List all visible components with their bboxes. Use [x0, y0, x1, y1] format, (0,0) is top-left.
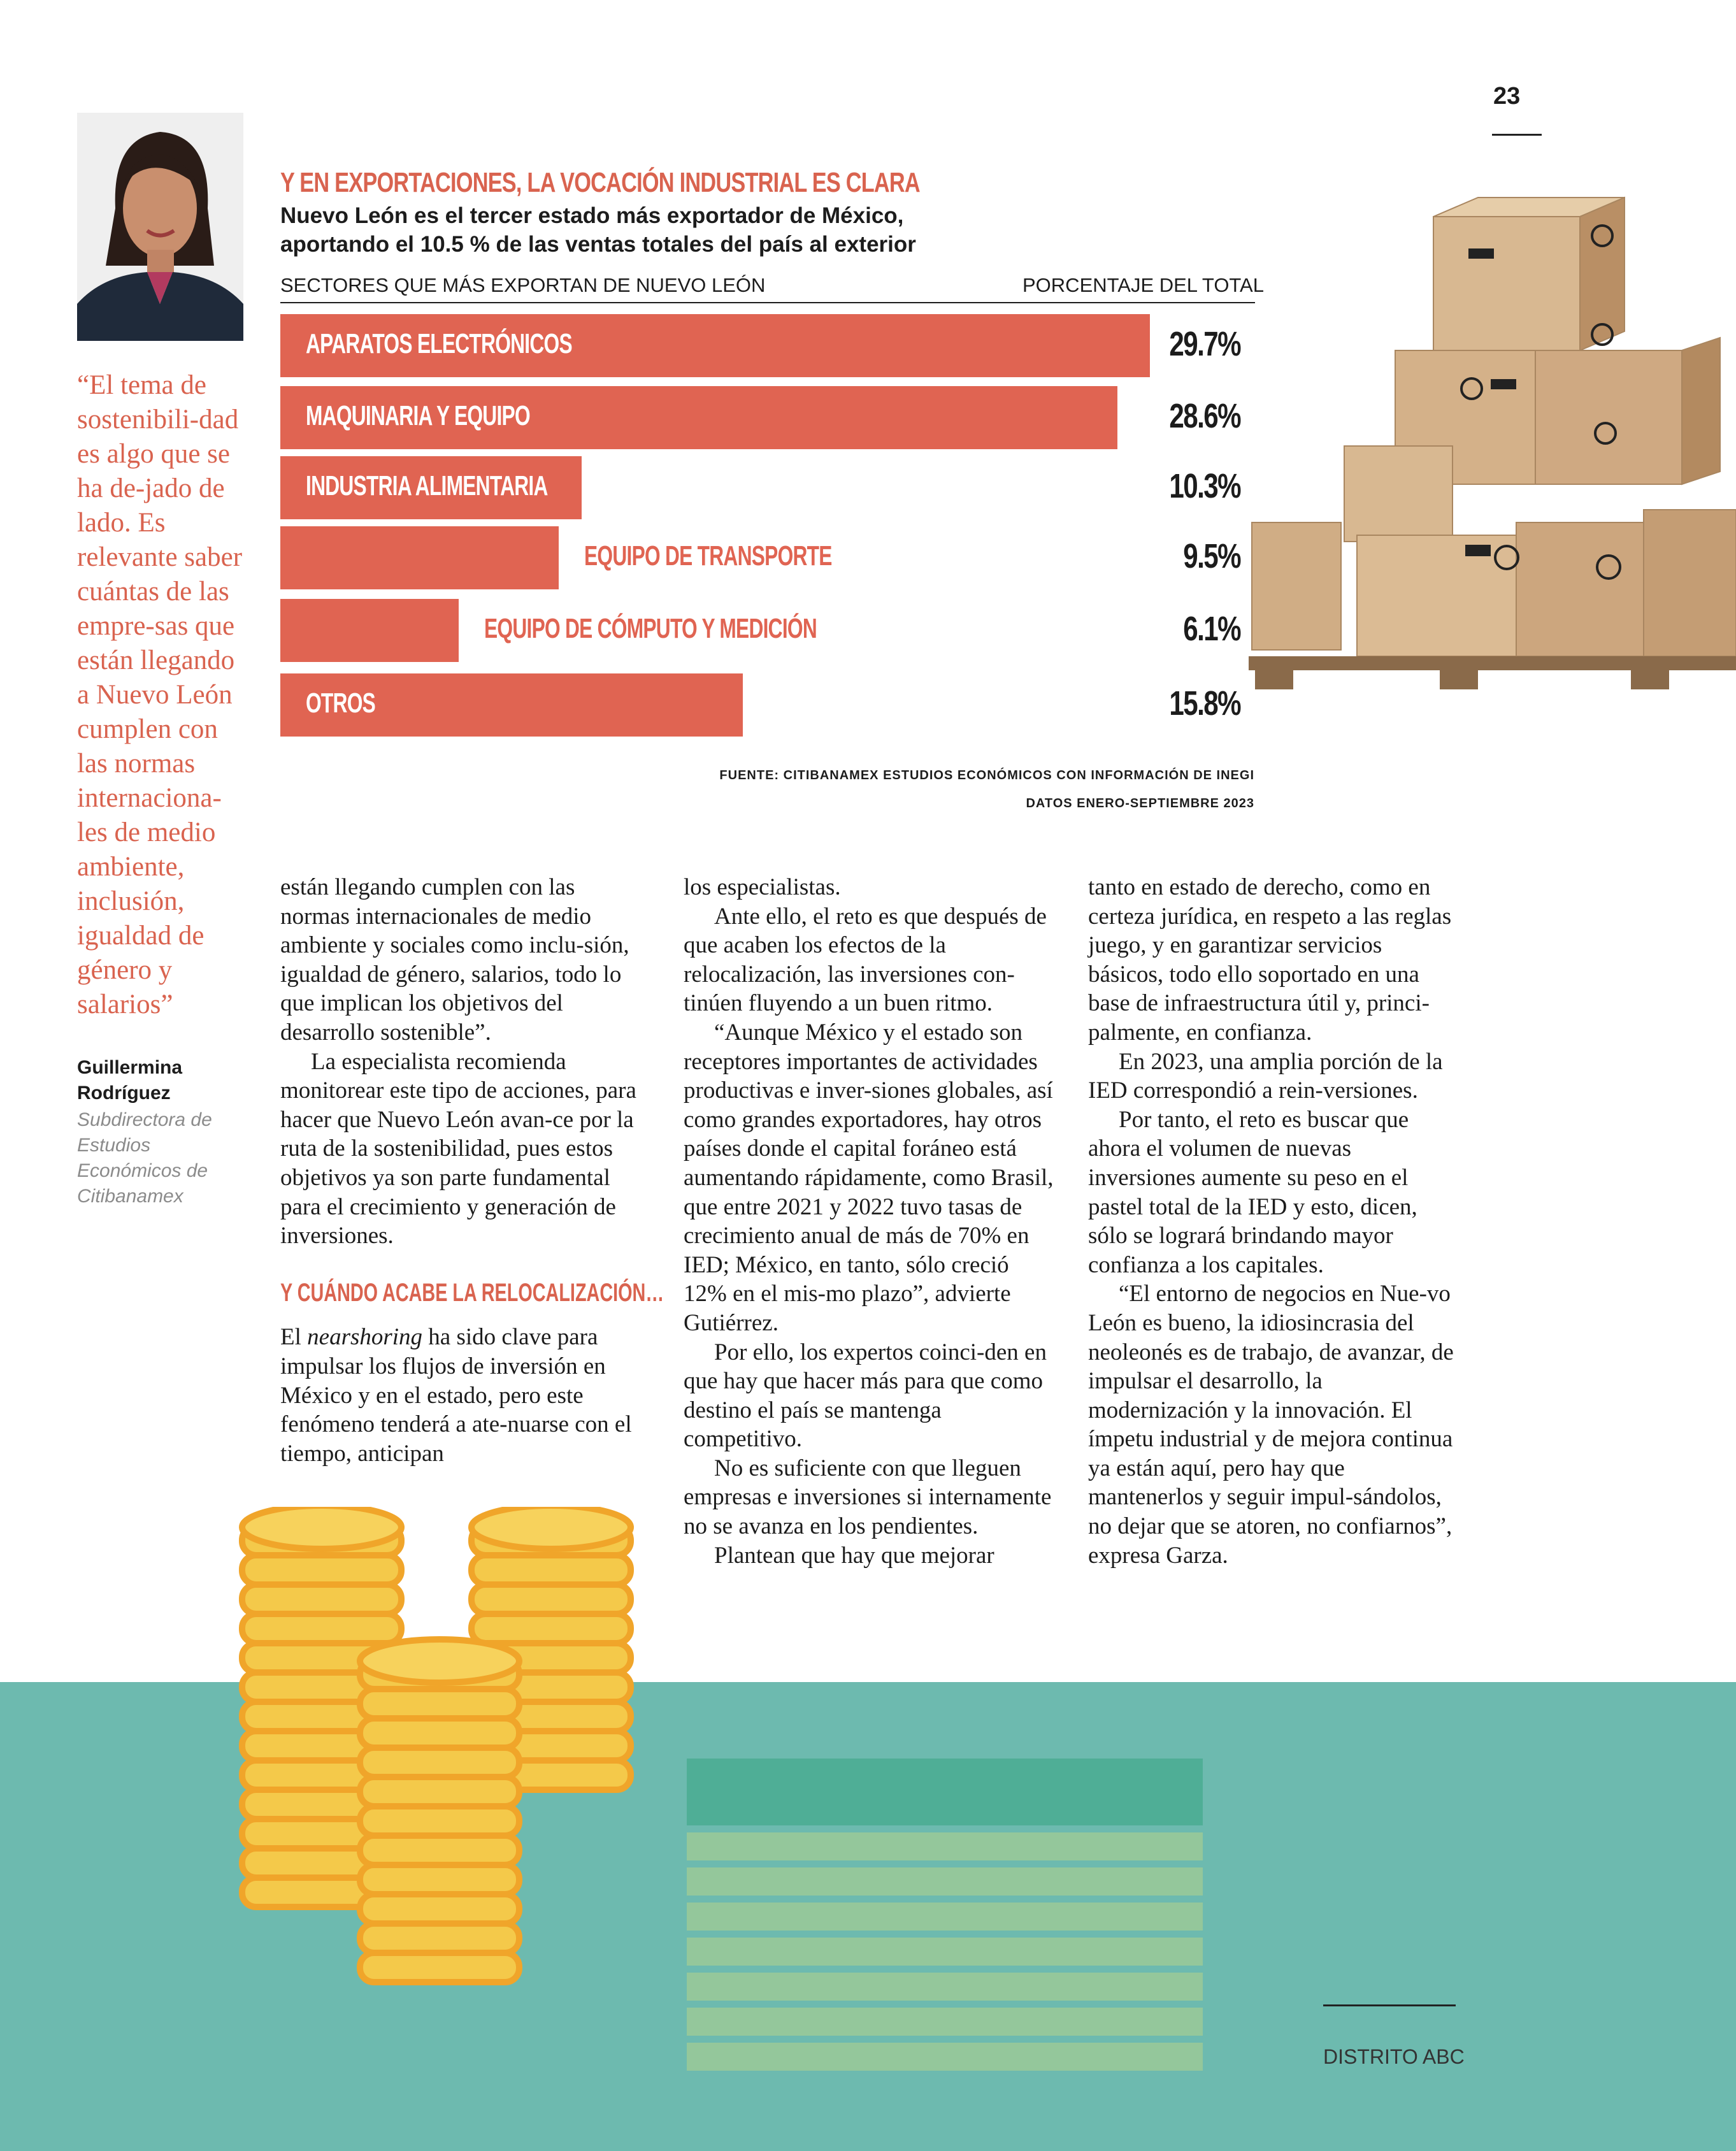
- bar-value-1: 28.6%: [1169, 397, 1240, 435]
- bar-label-4: EQUIPO DE CÓMPUTO Y MEDICIÓN: [484, 613, 817, 644]
- bar-label-2: INDUSTRIA ALIMENTARIA: [306, 470, 548, 501]
- chart-period: DATOS ENERO-SEPTIEMBRE 2023: [1026, 796, 1254, 810]
- front-stack-coin: [360, 1718, 519, 1748]
- front-stack-coin: [360, 1953, 519, 1982]
- table-graphic: [687, 1759, 1203, 2090]
- footer-rule: [1323, 2004, 1456, 2006]
- left-stack-top-coin: [242, 1507, 401, 1549]
- bar-value-2: 10.3%: [1169, 467, 1240, 505]
- left-stack-coin: [242, 1614, 401, 1643]
- cardboard-boxes-illustration: [1249, 191, 1736, 701]
- coin-stacks-illustration: [233, 1507, 653, 1991]
- col3-paragraph-4: “El entorno de negocios en Nue-vo León es bueno, la idiosincrasia del neoleonés es de trabajo, de avanzar, de impulsar el desarrollo, la modernización y la innovación. El ímpetu industrial y de mejora continua ya están aquí, pero hay que mantenerlos y seguir impul-sándolos, no dejar que se atoren, no confiarnos”, expresa Garza.: [1088, 1281, 1454, 1569]
- chart-subtitle: Nuevo León es el tercer estado más exportador de México, aportando el 10.5 % de las ventas totales del país al exterior: [280, 203, 916, 257]
- right-stack-top-coin: [471, 1507, 631, 1549]
- front-stack-coin: [360, 1806, 519, 1836]
- col2-paragraph-3: “Aunque México y el estado son receptores importantes de actividades productivas e inver-siones globales, así como grandes exportadores, hay otros países donde el capital foráneo está aumentando rápidamente, como Brasil, que entre 2021 y 2022 tuvo tasas de crecimiento anual de más de 70% en IED; México, en tanto, sólo creció 12% en el mis-mo plazo”, advierte Gutiérrez.: [684, 1019, 1054, 1336]
- bar-4: [280, 599, 459, 662]
- quote-author-name: Guillermina Rodríguez: [77, 1057, 183, 1104]
- col2-paragraph-1: los especialistas.: [684, 874, 841, 900]
- chart-x-header: SECTORES QUE MÁS EXPORTAN DE NUEVO LEÓN: [280, 274, 766, 296]
- bar-label-0: APARATOS ELECTRÓNICOS: [306, 328, 572, 359]
- col2-paragraph-6: Plantean que hay que mejorar: [714, 1542, 994, 1569]
- col1-p3-rest: ha sido clave para impulsar los flujos de inversión en México y en el estado, pero este fenómeno tenderá a ate-nuarse con el tiempo, anticipan: [280, 1324, 632, 1467]
- article-column-2: [684, 873, 1056, 1570]
- front-stack-coin: [360, 1836, 519, 1865]
- article-subheading: Y CUÁNDO ACABE LA RELOCALIZACIÓN…: [280, 1278, 664, 1307]
- page-number: 23: [1493, 83, 1521, 110]
- bar-value-0: 29.7%: [1169, 325, 1240, 363]
- front-stack-coin: [360, 1924, 519, 1953]
- front-stack-coin: [360, 1748, 519, 1777]
- article-column-3: [1088, 873, 1461, 1570]
- front-stack-coin: [360, 1689, 519, 1718]
- col1-paragraph-2: La especialista recomienda monitorear este tipo de acciones, para hacer que Nuevo León avan-ce por la ruta de la sostenibilidad, pues estos objetivos ya son parte fundamental para el crecimiento y generación de inversiones.: [280, 1048, 636, 1249]
- right-stack-coin: [471, 1614, 631, 1643]
- article-column-1: [280, 873, 664, 1468]
- col2-paragraph-4: Por ello, los expertos coinci-den en que hay que hacer más para que como destino el país se mantenga competitivo.: [684, 1339, 1047, 1453]
- front-stack-coin: [360, 1865, 519, 1894]
- pull-quote: “El tema de sostenibili-dad es algo que se ha de-jado de lado. Es relevante saber cuántas de las empre-sas que están llegando a Nuevo León cumplen con las normas internaciona-les de medio ambiente, inclusión, igualdad de género y salarios”: [77, 370, 243, 1019]
- chart-source: FUENTE: CITIBANAMEX ESTUDIOS ECONÓMICOS CON INFORMACIÓN DE INEGI: [719, 768, 1254, 782]
- chart-value-header: PORCENTAJE DEL TOTAL: [1022, 274, 1264, 296]
- left-stack-coin: [242, 1585, 401, 1614]
- bar-label-3: EQUIPO DE TRANSPORTE: [584, 540, 832, 572]
- publication-name: DISTRITO ABC: [1323, 2045, 1465, 2068]
- col1-paragraph-3: [280, 1323, 647, 1468]
- front-stack-coin: [360, 1777, 519, 1806]
- chart-title: Y EN EXPORTACIONES, LA VOCACIÓN INDUSTRIAL ES CLARA: [280, 167, 920, 198]
- col2-paragraph-5: No es suficiente con que lleguen empresas e inversiones si internamente no se avanza en los pendientes.: [684, 1455, 1052, 1540]
- col1-paragraph-1: están llegando cumplen con las normas internacionales de medio ambiente y sociales como inclu-sión, igualdad de género, salarios, todo lo que implican los objetivos del desarrollo sostenible”.: [280, 874, 629, 1046]
- quote-author-role: Subdirectora de Estudios Económicos de Citibanamex: [77, 1109, 212, 1207]
- bar-label-1: MAQUINARIA Y EQUIPO: [306, 400, 530, 431]
- col3-paragraph-1: tanto en estado de derecho, como en certeza jurídica, en respeto a las reglas juego, y en garantizar servicios básicos, todo ello soportado en una base de infraestructura útil y, princi-palmente, en confianza.: [1088, 874, 1452, 1046]
- col1-p3-lead: El: [280, 1324, 308, 1351]
- col3-paragraph-2: En 2023, una amplia porción de la IED correspondió a rein-versiones.: [1088, 1048, 1443, 1104]
- front-stack-coin: [360, 1894, 519, 1924]
- bar-3: [280, 526, 559, 589]
- right-stack-coin: [471, 1555, 631, 1585]
- col3-paragraph-3: Por tanto, el reto es buscar que ahora el volumen de nuevas inversiones aumente su peso en el pastel total de la IED y esto, dicen, sólo se logrará brindando mayor confianza a los capitales.: [1088, 1106, 1417, 1278]
- left-stack-coin: [242, 1555, 401, 1585]
- col2-paragraph-2: Ante ello, el reto es que después de que acaben los efectos de la relocalización, las inversiones con-tinúen fluyendo a un buen ritmo.: [684, 903, 1047, 1017]
- bar-value-3: 9.5%: [1183, 537, 1240, 575]
- front-stack-top-coin: [360, 1639, 519, 1683]
- bar-value-5: 15.8%: [1169, 684, 1240, 723]
- bar-label-5: OTROS: [306, 687, 376, 719]
- right-stack-coin: [471, 1585, 631, 1614]
- bar-value-4: 6.1%: [1183, 610, 1240, 648]
- col1-p3-emphasis: nearshoring: [307, 1324, 423, 1351]
